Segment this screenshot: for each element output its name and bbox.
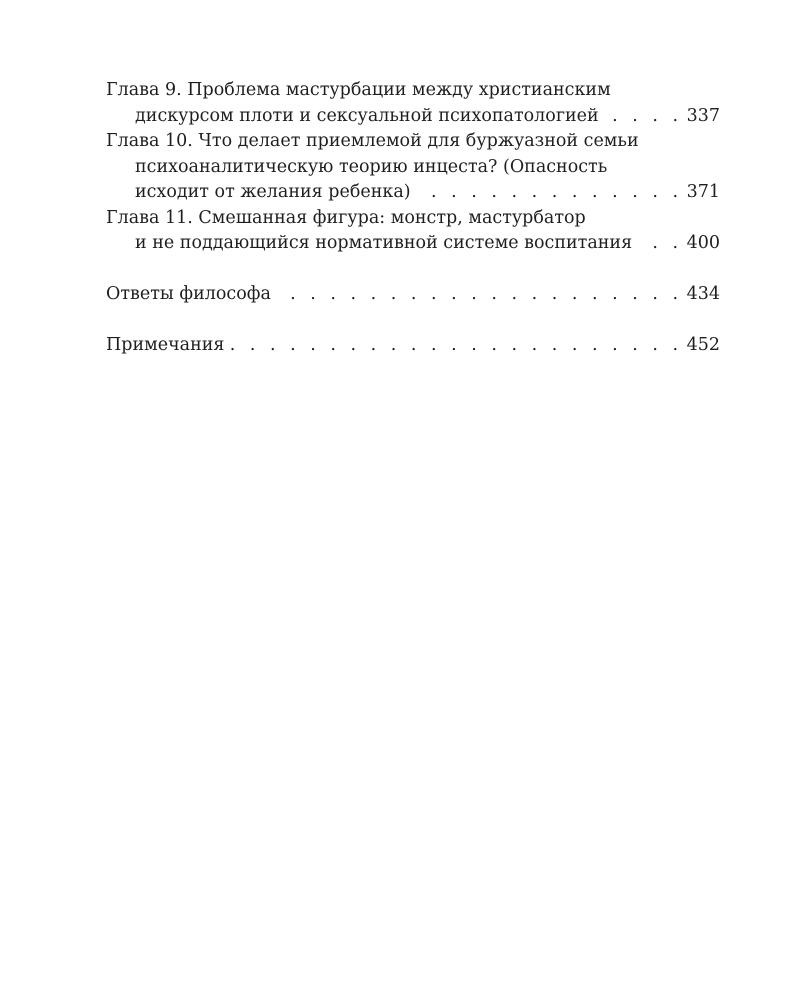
dot-leader (417, 180, 683, 206)
page-number: 337 (686, 105, 720, 126)
dot-leader (277, 282, 683, 308)
dot-leader (230, 333, 682, 359)
toc-entry-title-continued: психоаналитическую теорию инцеста? (Опасность (135, 156, 608, 177)
toc-entry-title: Глава 11. Смешанная фигура: монстр, мастурбатор (106, 207, 586, 228)
table-of-contents (106, 78, 720, 359)
toc-entry-chapter-11[interactable] (106, 206, 720, 257)
toc-entry-chapter-10[interactable] (106, 129, 720, 206)
toc-entry-notes[interactable] (106, 333, 720, 359)
toc-entry-last-line (106, 180, 720, 206)
toc-entry-title-continued: и не поддающийся нормативной системе воспитания (135, 233, 633, 253)
toc-entry-last-line (106, 333, 720, 359)
toc-entry-last-line (106, 104, 720, 130)
dot-leader (638, 231, 682, 257)
toc-entry-chapter-9[interactable] (106, 78, 720, 129)
toc-entry-title: Глава 9. Проблема мастурбации между христианским (106, 80, 611, 100)
toc-entry-title: Ответы философа (106, 284, 271, 304)
toc-entry-title-continued: дискурсом плоти и сексуальной психопатологией (135, 105, 599, 126)
toc-entry-title: Глава 10. Что делает приемлемой для буржуазной семьи (106, 131, 639, 151)
page-number: 452 (686, 335, 720, 355)
page-number: 434 (686, 284, 720, 304)
toc-entry-last-line (106, 231, 720, 257)
toc-entry-title-continued: исходит от желания ребенка) (135, 182, 411, 202)
page-number: 371 (686, 182, 720, 202)
toc-entry-title: Примечания (106, 335, 225, 355)
page-number: 400 (686, 233, 720, 253)
toc-entry-philosopher-answers[interactable] (106, 282, 720, 308)
dot-leader (605, 104, 683, 130)
toc-entry-last-line (106, 282, 720, 308)
